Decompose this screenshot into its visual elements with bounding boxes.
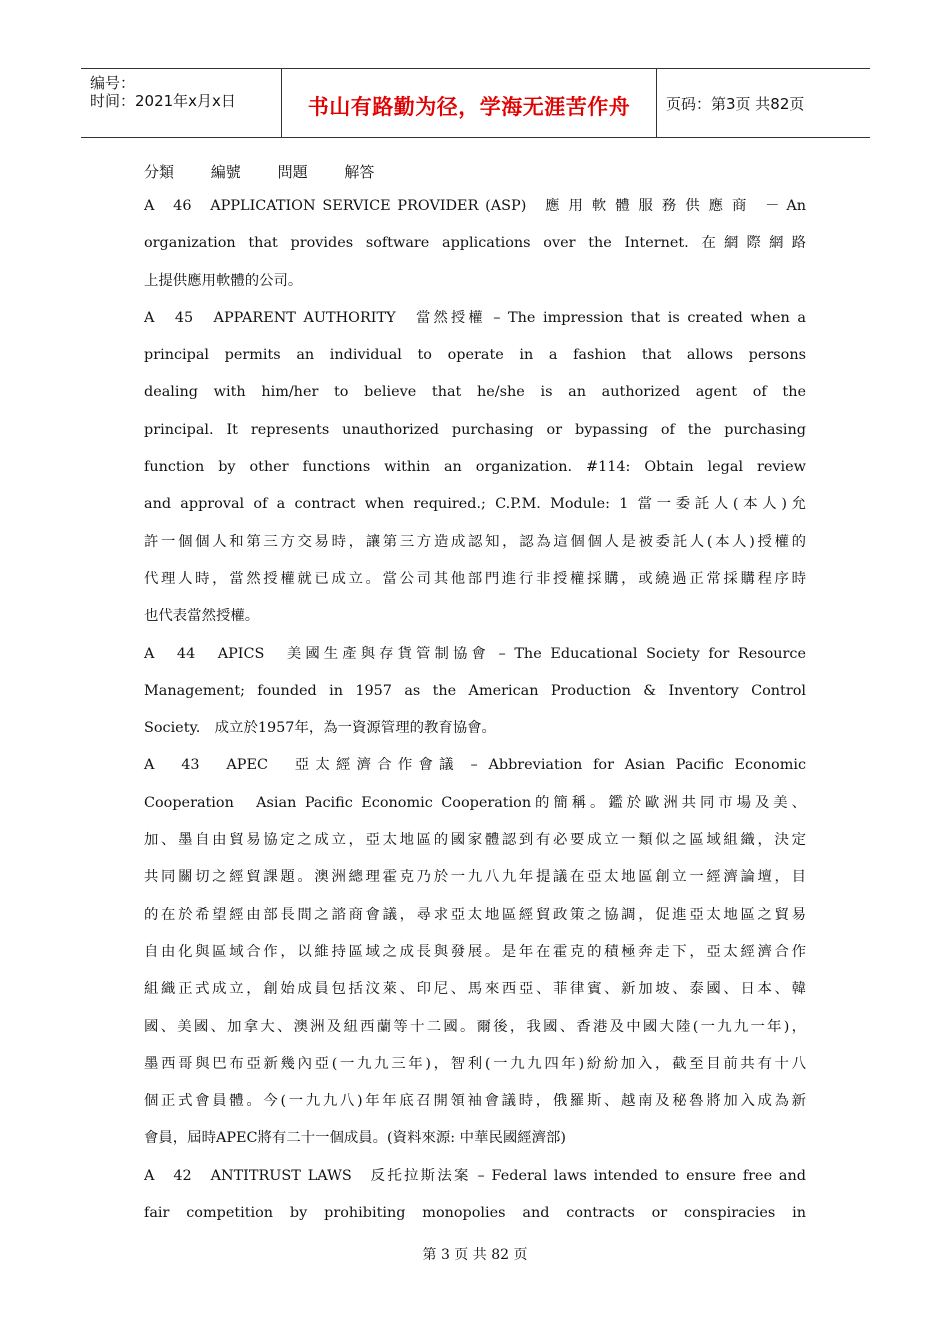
glossary-entries: [144, 188, 806, 1232]
text-line: Management; founded in 1957 as the American Production & Inventory Control: [144, 682, 806, 699]
document-body: [144, 156, 806, 1232]
text-line: principal. It represents unauthorized purchasing or bypassing of the purchasing: [144, 421, 806, 438]
text-line: organization that provides software applications over the Internet. 在網際網路: [144, 235, 806, 252]
motto-text: 书山有路勤为径，学海无涯苦作舟: [307, 95, 631, 119]
column-heading-category: 分類: [144, 163, 175, 181]
text-line: 自由化與區域合作，以維持區域之成長與發展。是年在霍克的積極奔走下，亞太經濟合作: [144, 943, 806, 960]
text-line: 的在於希望經由部長間之諮商會議，尋求亞太地區經貿政策之協調，促進亞太地區之貿易: [144, 906, 806, 923]
text-line: A 44 APICS 美國生產與存貨管制協會 – The Educational Society for Resource: [144, 645, 806, 662]
text-line: 組織正式成立，創始成員包括汶萊、印尼、馬來西亞、菲律賓、新加坡、泰國、日本、韓: [144, 981, 806, 998]
column-heading-number: 編號: [210, 163, 241, 181]
text-line: A 43 APEC 亞太經濟合作會議 – Abbreviation for Asian Pacific Economic: [144, 757, 806, 774]
header-meta-cell: [81, 69, 281, 137]
text-line: 個正式會員體。今(一九九八)年年底召開領袖會議時，俄羅斯、越南及秘魯將加入成為新: [144, 1093, 806, 1110]
text-line: 共同關切之經貿課題。澳洲總理霍克乃於一九八九年提議在亞太地區創立一經濟論壇，目: [144, 869, 806, 886]
header-page-cell: [656, 69, 870, 137]
header-motto-cell: [281, 69, 657, 137]
text-line: 也代表當然授權。: [144, 608, 260, 625]
text-line: Society. 成立於1957年，為一資源管理的教育協會。: [144, 720, 496, 737]
text-line: and approval of a contract when required.; C.P.M. Module: 1 當一委託人(本人)允: [144, 496, 806, 513]
text-line: fair competition by prohibiting monopolies and contracts or conspiracies in: [144, 1205, 806, 1222]
text-line: A 42 ANTITRUST LAWS 反托拉斯法案 – Federal laws intended to ensure free and: [144, 1167, 806, 1184]
text-line: Cooperation Asian Pacific Economic Cooperation的簡稱。鑑於歐洲共同市場及美、: [144, 794, 806, 811]
page-footer: 第 3 页 共 82 页: [422, 1247, 528, 1263]
column-headings: [144, 156, 806, 188]
text-line: 加、墨自由貿易協定之成立，亞太地區的國家體認到有必要成立一類似之區域組織，決定: [144, 832, 806, 849]
text-line: principal permits an individual to operate in a fashion that allows persons: [144, 347, 806, 364]
text-line: 上提供應用軟體的公司。: [144, 272, 303, 289]
page-info: 页码：第3页 共82页: [666, 95, 805, 113]
text-line: 墨西哥與巴布亞新幾內亞(一九九三年)，智利(一九九四年)紛紛加入，截至目前共有十八: [144, 1055, 806, 1072]
column-heading-answer: 解答: [344, 163, 375, 181]
text-line: function by other functions within an organization. #114: Obtain legal review: [144, 459, 806, 476]
text-line: A 46 APPLICATION SERVICE PROVIDER (ASP) 應 用 軟 體 服 務 供 應 商 － An: [144, 198, 806, 214]
document-number-label: 编号：: [90, 74, 136, 92]
text-line: A 45 APPARENT AUTHORITY 當然授權 – The impression that is created when a: [144, 309, 806, 326]
document-date: 时间：2021年x月x日: [90, 92, 236, 110]
column-heading-question: 問題: [277, 163, 308, 181]
text-line: 代理人時，當然授權就已成立。當公司其他部門進行非授權採購，或繞過正常採購程序時: [144, 570, 806, 587]
header-table: [81, 68, 870, 138]
text-line: 許一個個人和第三方交易時，讓第三方造成認知，認為這個個人是被委託人(本人)授權的: [144, 533, 806, 550]
text-line: dealing with him/her to believe that he/she is an authorized agent of the: [144, 384, 806, 401]
text-line: 國、美國、加拿大、澳洲及紐西蘭等十二國。爾後，我國、香港及中國大陸(一九九一年)，: [144, 1018, 806, 1035]
text-line: 會員，屆時APEC將有二十一個成員。(資料來源: 中華民國經濟部): [144, 1130, 567, 1147]
